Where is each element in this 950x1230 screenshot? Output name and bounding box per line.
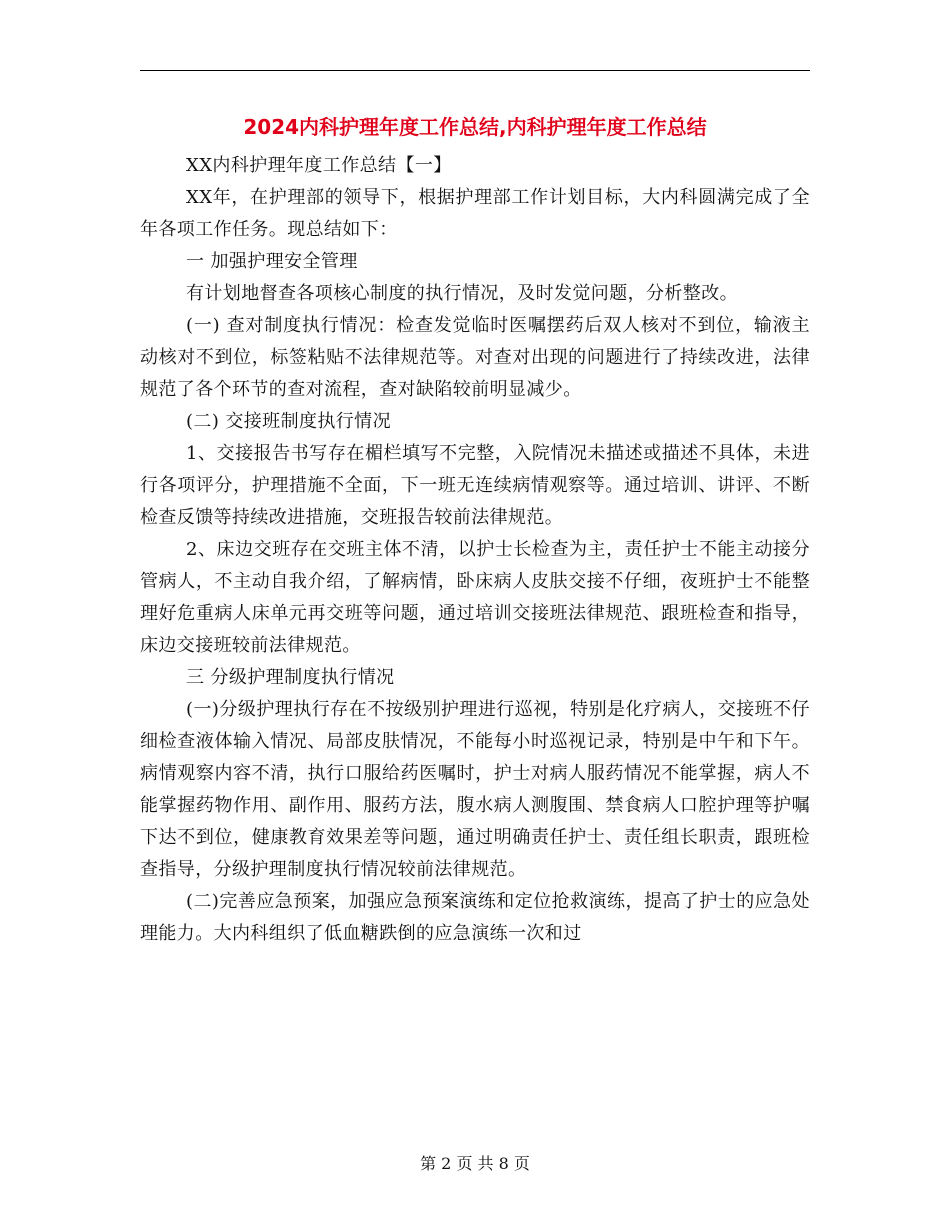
document-body (140, 150, 810, 950)
paragraph-handover-1: 1、交接报告书写存在楣栏填写不完整，入院情况未描述或描述不具体，未进行各项评分，护理措施不全面，下一班无连续病情观察等。通过培训、讲评、不断检查反馈等持续改进措施，交班报告较前法律规范。 (140, 443, 810, 528)
paragraph-graded-care: (一)分级护理执行存在不按级别护理进行巡视，特别是化疗病人，交接班不仔细检查液体输入情况、局部皮肤情况，不能每小时巡视记录，特别是中午和下午。病情观察内容不清，执行口服给药医嘱时，护士对病人服药情况不能掌握，病人不能掌握药物作用、副作用、服药方法，腹水病人测腹围、禁食病人口腔护理等护嘱下达不到位，健康教育效果差等问题，通过明确责任护士、责任组长职责，跟班检查指导，分级护理制度执行情况较前法律规范。 (140, 699, 810, 880)
document-title: 2024内科护理年度工作总结,内科护理年度工作总结 (243, 115, 707, 139)
header-rule (140, 70, 810, 71)
paragraph-check-system: (一) 查对制度执行情况：检查发觉临时医嘱摆药后双人核对不到位，输液主动核对不到位，标签粘贴不法律规范等。对查对出现的问题进行了持续改进，法律规范了各个环节的查对流程，查对缺陷较前明显减少。 (140, 315, 810, 400)
page-number: 第 2 页 共 8 页 (420, 1154, 530, 1173)
section-heading-1: XX内科护理年度工作总结【一】 (186, 155, 452, 176)
section-heading-graded-care: 三 分级护理制度执行情况 (186, 667, 395, 688)
paragraph-handover-2: 2、床边交班存在交班主体不清，以护士长检查为主，责任护士不能主动接分管病人，不主动自我介绍，了解病情，卧床病人皮肤交接不仔细，夜班护士不能整理好危重病人床单元再交班等问题，通过培训交接班法律规范、跟班检查和指导，床边交接班较前法律规范。 (140, 539, 810, 656)
paragraph-intro: XX年，在护理部的领导下，根据护理部工作计划目标，大内科圆满完成了全年各项工作任务。现总结如下： (140, 187, 810, 240)
section-heading-safety: 一 加强护理安全管理 (186, 251, 358, 272)
subheading-handover: (二) 交接班制度执行情况 (186, 411, 391, 432)
paragraph-safety: 有计划地督查各项核心制度的执行情况，及时发觉问题，分析整改。 (186, 283, 738, 304)
paragraph-emergency: (二)完善应急预案，加强应急预案演练和定位抢救演练，提高了护士的应急处理能力。大内科组织了低血糖跌倒的应急演练一次和过 (140, 891, 810, 944)
